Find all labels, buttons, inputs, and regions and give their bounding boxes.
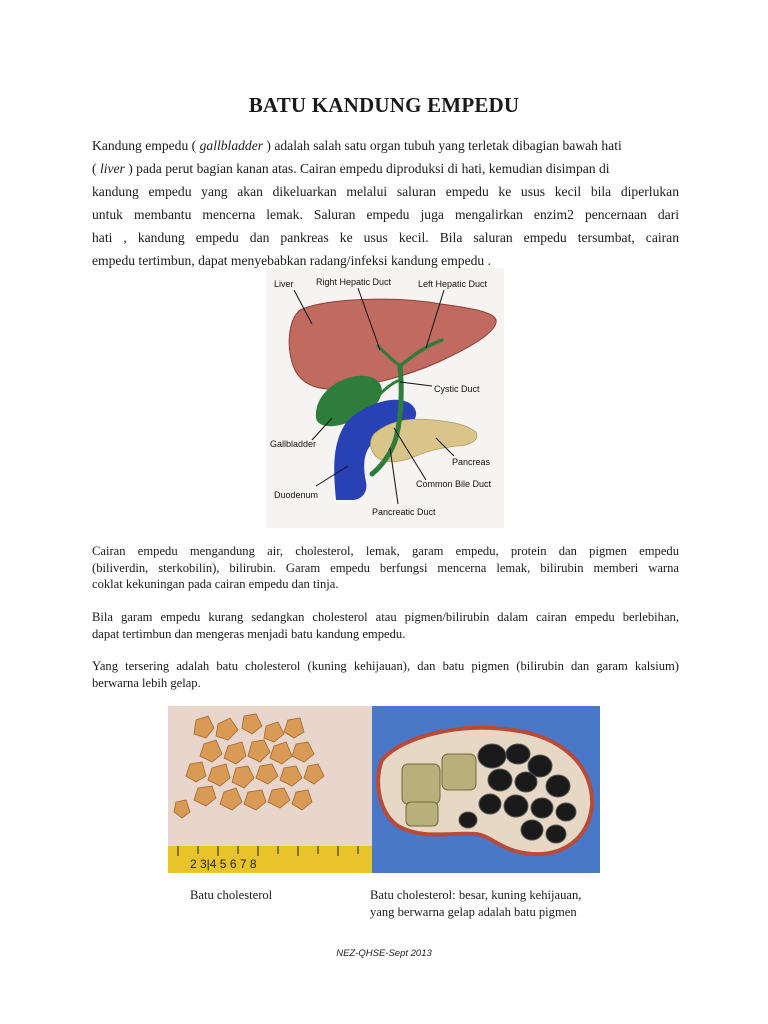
intro-line bbox=[92, 157, 679, 180]
paragraph-bile-content bbox=[92, 543, 679, 593]
caption-right-line: Batu cholesterol: besar, kuning kehijauan, bbox=[370, 888, 582, 902]
label-left-hepatic-duct: Left Hepatic Duct bbox=[418, 279, 488, 289]
footer: NEZ-QHSE-Sept 2013 bbox=[336, 948, 432, 959]
liver-shape bbox=[289, 299, 496, 389]
text-line: berwarna lebih gelap. bbox=[92, 675, 201, 690]
intro-line: kandung empedu yang akan dikeluarkan melalui saluran empedu ke usus kecil bila diperlukan bbox=[92, 184, 679, 199]
text: Kandung empedu ( bbox=[92, 138, 200, 153]
page-title: BATU KANDUNG EMPEDU bbox=[248, 93, 520, 117]
text-line: coklat kekuningan pada cairan empedu dan tinja. bbox=[92, 577, 339, 591]
text-line: (biliverdin, sterkobilin), bilirubin. Garam empedu berfungsi mencerna lemak, bilirubin memberi warna bbox=[92, 560, 679, 575]
text-line: dapat tertimbun dan mengeras menjadi batu kandung empedu. bbox=[92, 626, 406, 641]
leader-cystic bbox=[400, 382, 432, 386]
caption-left: Batu cholesterol bbox=[190, 888, 273, 902]
text: ) pada perut bagian kanan atas. Cairan empedu diproduksi di hati, kemudian disimpan di bbox=[124, 161, 610, 176]
caption-right bbox=[370, 887, 581, 921]
text-line: Cairan empedu mengandung air, cholesterol, lemak, garam empedu, protein dan pigmen empedu bbox=[92, 544, 679, 558]
intro-line: empedu tertimbun, dapat menyebabkan radang/infeksi kandung empedu . bbox=[92, 253, 492, 268]
label-common-bile-duct: Common Bile Duct bbox=[416, 479, 492, 489]
text-line: Yang tersering adalah batu cholesterol (kuning kehijauan), dan batu pigmen (bilirubin dan garam kalsium) bbox=[92, 659, 679, 673]
term-gallbladder: gallbladder bbox=[199, 138, 264, 153]
gallbladder-specimen-image bbox=[372, 706, 600, 873]
intro-line: hati , kandung empedu dan pankreas ke usus kecil. Bila saluran empedu tersumbat, cairan bbox=[92, 230, 679, 245]
label-pancreatic-duct: Pancreatic Duct bbox=[372, 507, 436, 517]
photo-cholesterol-stones bbox=[168, 706, 372, 873]
liver-anatomy-diagram bbox=[266, 268, 504, 528]
caption-right-line: yang berwarna gelap adalah batu pigmen bbox=[370, 905, 577, 919]
cholesterol-stones-image bbox=[168, 706, 372, 873]
text: ) adalah salah satu organ tubuh yang terletak dibagian bawah hati bbox=[263, 138, 622, 153]
intro-line: untuk membantu mencerna lemak. Saluran empedu juga mengalirkan enzim2 pencernaan dari bbox=[92, 207, 679, 222]
paragraph-stone-formation bbox=[92, 609, 679, 642]
text: ( bbox=[92, 161, 100, 176]
label-pancreas: Pancreas bbox=[452, 457, 491, 467]
label-liver: Liver bbox=[274, 279, 294, 289]
ruler-numbers: 2 3|4 5 6 7 8 bbox=[190, 857, 257, 871]
label-cystic-duct: Cystic Duct bbox=[434, 384, 480, 394]
paragraph-stone-types bbox=[92, 658, 679, 691]
label-right-hepatic-duct: Right Hepatic Duct bbox=[316, 277, 392, 287]
intro-line bbox=[92, 134, 679, 157]
anatomy-svg bbox=[266, 268, 504, 528]
photo-gallbladder-specimen bbox=[372, 706, 600, 873]
text-line: Bila garam empedu kurang sedangkan cholesterol atau pigmen/bilirubin dalam cairan empedu berlebihan, bbox=[92, 610, 679, 624]
intro-paragraph bbox=[92, 134, 679, 272]
term-liver: liver bbox=[99, 161, 125, 176]
label-duodenum: Duodenum bbox=[274, 490, 319, 500]
label-gallbladder: Gallbladder bbox=[270, 439, 317, 449]
